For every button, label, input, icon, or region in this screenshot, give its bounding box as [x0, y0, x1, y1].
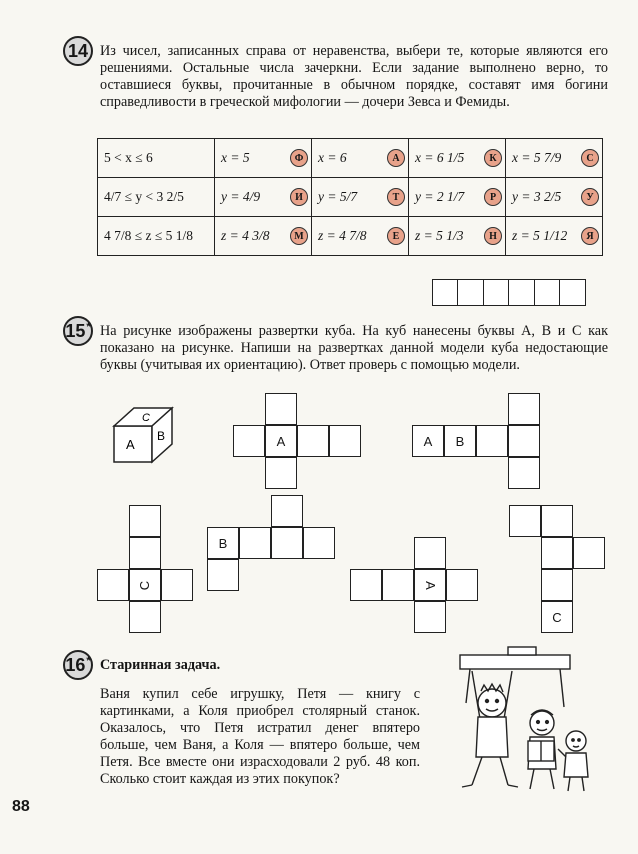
value-cell[interactable]: z = 4 3/8 М	[215, 217, 312, 256]
net-face[interactable]	[271, 527, 303, 559]
net-face[interactable]: C	[129, 569, 161, 601]
answer-box[interactable]	[457, 279, 484, 306]
net-face[interactable]	[414, 601, 446, 633]
net-face[interactable]	[97, 569, 129, 601]
net-face[interactable]: A	[265, 425, 297, 457]
net-face[interactable]	[271, 495, 303, 527]
cube-side-letter: B	[157, 429, 166, 443]
net-face[interactable]	[207, 559, 239, 591]
answer-box[interactable]	[432, 279, 459, 306]
cube-top-letter: C	[142, 412, 150, 424]
letter-badge: Ф	[290, 149, 308, 167]
letter-badge: Е	[387, 227, 405, 245]
net-face[interactable]: B	[444, 425, 476, 457]
net-face[interactable]	[414, 537, 446, 569]
task-14-number: 14	[67, 40, 89, 61]
net-face[interactable]	[509, 505, 541, 537]
net-face[interactable]	[129, 601, 161, 633]
value-cell[interactable]: y = 4/9 И	[215, 178, 312, 217]
table-row	[98, 178, 603, 217]
letter-badge: Я	[581, 227, 599, 245]
letter-badge: Т	[387, 188, 405, 206]
net-face[interactable]	[303, 527, 335, 559]
value-cell[interactable]: y = 2 1/7 Р	[409, 178, 506, 217]
task-15-text: На рисунке изображены развертки куба. На куб нанесены буквы A, B и C как показано на рисунке. Напиши на развертках данной модели куба недостающие буквы (учитывая их ориентацию). Ответ проверь с помощью модели.	[100, 323, 608, 373]
inequality-cell: 4 7/8 ≤ z ≤ 5 1/8	[98, 217, 215, 256]
task-15-number: 15	[65, 320, 86, 341]
net-face[interactable]: B	[207, 527, 239, 559]
net-face[interactable]	[508, 457, 540, 489]
cube-front-letter: A	[126, 437, 135, 452]
answer-box[interactable]	[508, 279, 535, 306]
net-face[interactable]: C	[541, 601, 573, 633]
net-face[interactable]	[233, 425, 265, 457]
net-face[interactable]: A	[412, 425, 444, 457]
task-14-badge	[63, 36, 93, 66]
value-cell[interactable]: x = 6 1/5 К	[409, 139, 506, 178]
inequality-cell: 4/7 ≤ y < 3 2/5	[98, 178, 215, 217]
net-face[interactable]	[508, 425, 540, 457]
net-face[interactable]	[382, 569, 414, 601]
task-16-title: Старинная задача.	[100, 657, 221, 673]
value-cell[interactable]: x = 6 А	[312, 139, 409, 178]
net-face[interactable]	[129, 537, 161, 569]
net-face[interactable]	[476, 425, 508, 457]
net-face[interactable]	[350, 569, 382, 601]
task-15-badge: 15 *	[63, 316, 93, 346]
value-cell[interactable]: y = 5/7 Т	[312, 178, 409, 217]
table-row	[98, 217, 603, 256]
value-cell[interactable]: x = 5 7/9 С	[506, 139, 603, 178]
net-face[interactable]	[508, 393, 540, 425]
page-number: 88	[12, 798, 30, 815]
net-face[interactable]	[265, 457, 297, 489]
net-face[interactable]	[265, 393, 297, 425]
letter-badge: А	[387, 149, 405, 167]
table-row	[98, 139, 603, 178]
net-face[interactable]	[129, 505, 161, 537]
net-face[interactable]	[573, 537, 605, 569]
inequality-cell: 5 < x ≤ 6	[98, 139, 215, 178]
net-face[interactable]	[161, 569, 193, 601]
letter-badge: Н	[484, 227, 502, 245]
answer-box[interactable]	[559, 279, 586, 306]
letter-badge: У	[581, 188, 599, 206]
cube-model	[112, 404, 188, 466]
answer-box[interactable]	[483, 279, 510, 306]
net-face[interactable]	[297, 425, 329, 457]
children-illustration	[448, 645, 598, 795]
value-cell[interactable]: z = 4 7/8 Е	[312, 217, 409, 256]
net-face[interactable]: A	[414, 569, 446, 601]
answer-boxes	[433, 279, 586, 306]
task-14-text: Из чисел, записанных справа от неравенства, выбери те, которые являются его решениями. Остальные числа зачеркни. Если задание выполнено верно, то оставшиеся буквы, прочитанные в обычном порядке, составят имя богини справедливости в греческой мифологии — дочери Зевса и Фемиды.	[100, 43, 608, 110]
value-cell[interactable]: z = 5 1/3 Н	[409, 217, 506, 256]
letter-badge: К	[484, 149, 502, 167]
value-cell[interactable]: y = 3 2/5 У	[506, 178, 603, 217]
task-16-text: Ваня купил себе игрушку, Петя — книгу с картинками, а Коля приобрел столярный станок. Оказалось, что Петя истратил денег впятеро больше, чем Ваня, а Коля — впятеро больше, чем Петя. Все вместе они израсходовали 2 руб. 48 коп. Сколько стоит каждая из этих покупок?	[100, 686, 420, 787]
net-face[interactable]	[239, 527, 271, 559]
net-face[interactable]	[329, 425, 361, 457]
value-cell[interactable]: x = 5 Ф	[215, 139, 312, 178]
task-16-number: 16	[65, 654, 86, 675]
letter-badge: С	[581, 149, 599, 167]
answer-box[interactable]	[534, 279, 561, 306]
net-face[interactable]	[541, 505, 573, 537]
inequality-table	[97, 138, 603, 256]
net-face[interactable]	[541, 569, 573, 601]
net-face[interactable]	[446, 569, 478, 601]
net-face[interactable]	[541, 537, 573, 569]
letter-badge: И	[290, 188, 308, 206]
value-cell[interactable]: z = 5 1/12 Я	[506, 217, 603, 256]
task-16-badge: 16 *	[63, 650, 93, 680]
letter-badge: М	[290, 227, 308, 245]
letter-badge: Р	[484, 188, 502, 206]
